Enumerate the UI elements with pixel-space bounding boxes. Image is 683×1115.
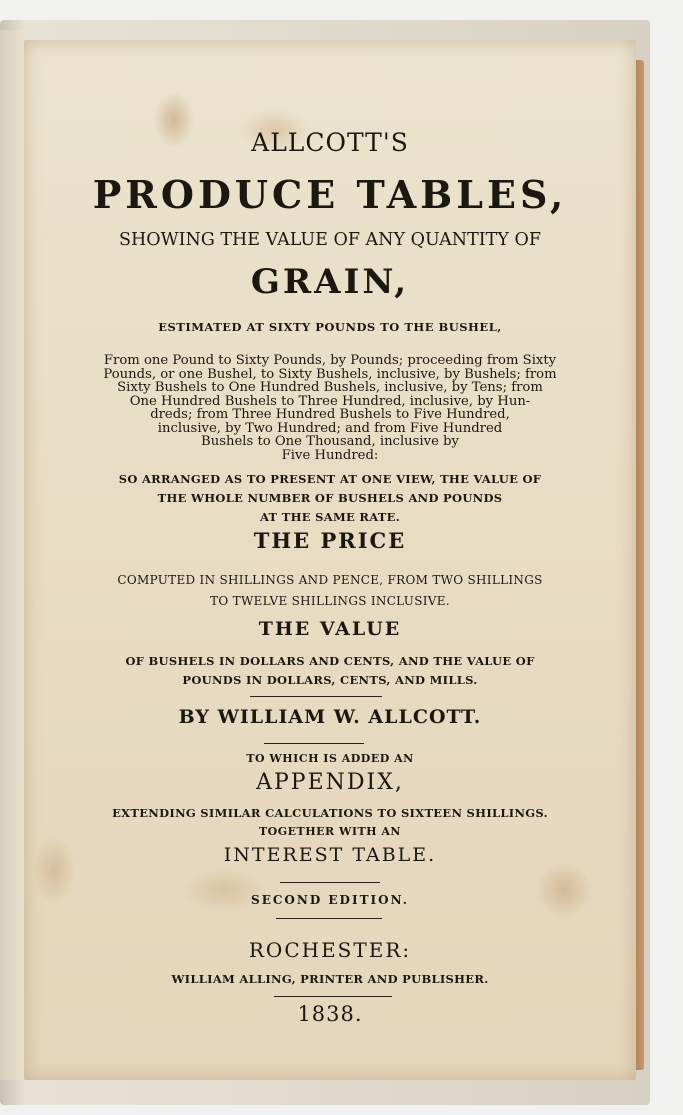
- description-line: dreds; from Three Hundred Bushels to Five Hundred,: [150, 407, 510, 422]
- price-line: COMPUTED IN SHILLINGS AND PENCE, FROM TWO SHILLINGS: [117, 573, 543, 587]
- book-title: PRODUCE TABLES,: [92, 172, 568, 217]
- divider-rule: [250, 696, 382, 697]
- author-possessive: ALLCOTT'S: [251, 128, 409, 157]
- arranged-paragraph: [44, 470, 616, 527]
- price-line: TO TWELVE SHILLINGS INCLUSIVE.: [210, 594, 450, 608]
- description-line: Pounds, or one Bushel, to Sixty Bushels, inclusive, by Bushels; from: [103, 366, 557, 382]
- estimated-line: ESTIMATED AT SIXTY POUNDS TO THE BUSHEL,: [158, 320, 502, 334]
- description-line: Five Hundred:: [281, 447, 379, 463]
- description-line: From one Pound to Sixty Pounds, by Pounds; proceeding from Sixty: [103, 353, 557, 368]
- divider-rule: [276, 918, 382, 919]
- edition-line: SECOND EDITION.: [251, 893, 409, 907]
- arranged-line: SO ARRANGED AS TO PRESENT AT ONE VIEW, THE VALUE OF: [118, 472, 542, 486]
- value-line: POUNDS IN DOLLARS, CENTS, AND MILLS.: [182, 673, 478, 687]
- extending-line: EXTENDING SIMILAR CALCULATIONS TO SIXTEEN SHILLINGS.: [112, 806, 548, 820]
- byline: BY WILLIAM W. ALLCOTT.: [178, 706, 482, 728]
- price-heading: THE PRICE: [253, 528, 407, 553]
- year-line: 1838.: [297, 1002, 363, 1026]
- book-subtitle: SHOWING THE VALUE OF ANY QUANTITY OF: [119, 230, 541, 250]
- printer-line: WILLIAM ALLING, PRINTER AND PUBLISHER.: [171, 972, 489, 986]
- arranged-line: THE WHOLE NUMBER OF BUSHELS AND POUNDS: [157, 491, 503, 505]
- together-line: TOGETHER WITH AN: [259, 825, 401, 838]
- left-page-edge: [0, 30, 26, 1080]
- arranged-line: AT THE SAME RATE.: [259, 510, 401, 524]
- divider-rule: [264, 743, 364, 744]
- appendix-heading: APPENDIX,: [256, 770, 404, 795]
- city-line: ROCHESTER:: [248, 938, 412, 962]
- title-page: [24, 40, 636, 1080]
- grain-heading: GRAIN,: [250, 262, 410, 302]
- value-paragraph: [44, 652, 616, 690]
- value-heading: THE VALUE: [258, 618, 402, 640]
- value-line: OF BUSHELS IN DOLLARS AND CENTS, AND THE VALUE OF: [125, 654, 535, 668]
- interest-heading: INTEREST TABLE.: [223, 844, 437, 866]
- price-paragraph: [44, 570, 616, 612]
- description-line: Bushels to One Thousand, inclusive by: [201, 434, 459, 449]
- added-line: TO WHICH IS ADDED AN: [246, 752, 414, 765]
- divider-rule: [280, 882, 380, 883]
- description-line: One Hundred Bushels to Three Hundred, inclusive, by Hun-: [129, 393, 531, 409]
- divider-rule: [274, 996, 392, 997]
- description-line: Sixty Bushels to One Hundred Bushels, inclusive, by Tens; from: [117, 380, 543, 395]
- description-paragraph: [54, 354, 606, 462]
- description-line: inclusive, by Two Hundred; and from Five Hundred: [157, 420, 503, 436]
